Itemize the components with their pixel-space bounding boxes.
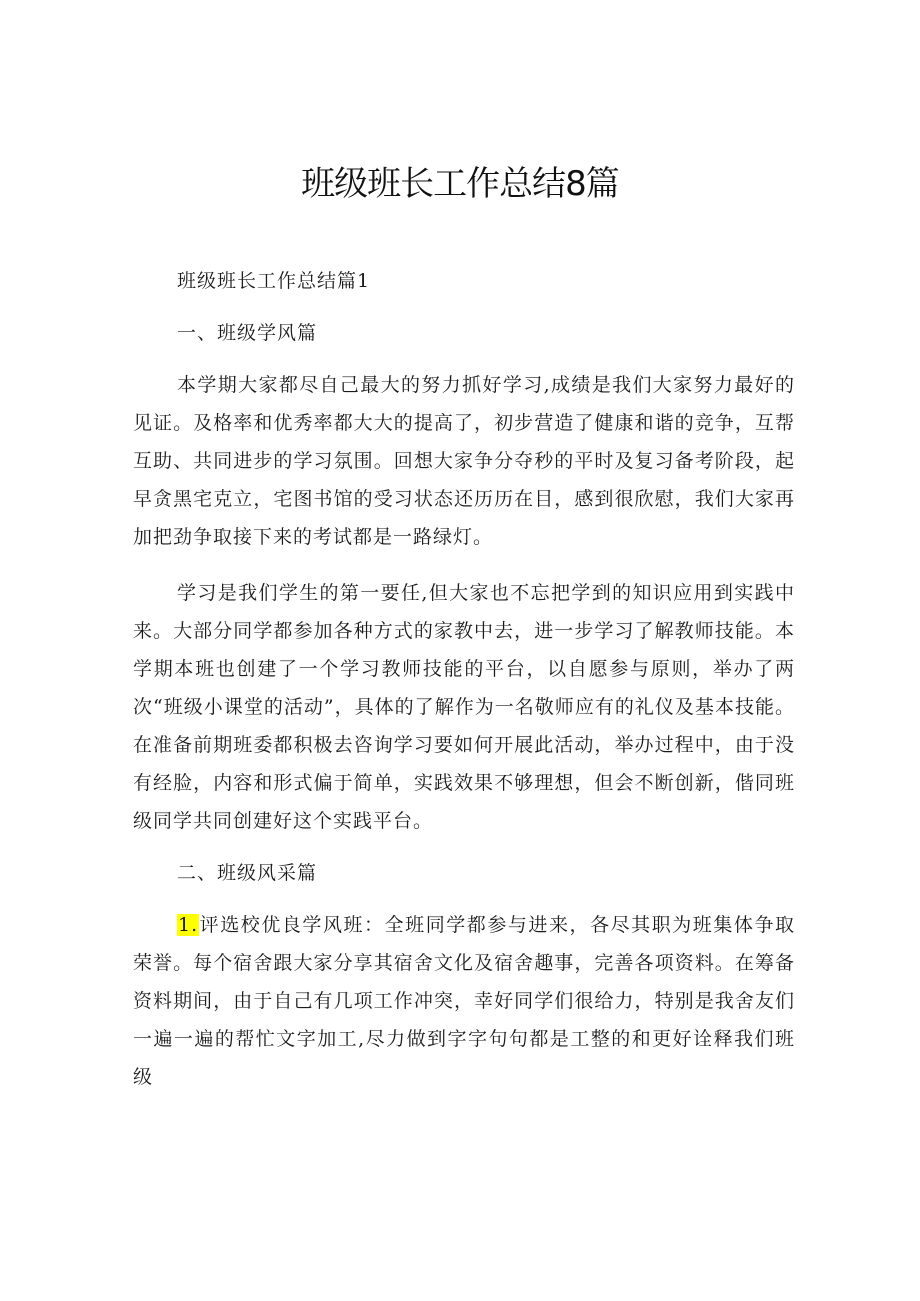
article-subtitle: 班级班长工作总结篇1 (177, 270, 371, 292)
list-item-text: 评选校优良学风班：全班同学都参与进来，各尽其职为班集体争取荣誉。每个宿舍跟大家分享其宿舍文化及宿舍趣事，完善各项资料。在筹备资料期间，由于自己有几项工作冲突，幸好同学们很给力，特别是我舍友们一遍一遍的帮忙文字加工,尽力做到字字句句都是工整的和更好诠释我们班级 (133, 914, 795, 1088)
section-heading-study: 一、班级学风篇 (177, 322, 318, 344)
document-body (133, 262, 795, 1096)
section-heading-style: 二、班级风采篇 (177, 862, 318, 884)
list-item-excellent-class (133, 906, 795, 1096)
highlighted-item-number: 1. (178, 914, 199, 936)
document-title: 班级班长工作总结8篇 (301, 164, 619, 204)
paragraph-practice: 学习是我们学生的第一要任,但大家也不忘把学到的知识应用到实践中来。大部分同学都参加各种方式的家教中去，进一步学习了解教师技能。本学期本班也创建了一个学习教师技能的平台，以自愿参与原则，举办了两次“班级小课堂的活动”，具体的了解作为一名敬师应有的礼仪及基本技能。在准备前期班委都积极去咨询学习要如何开展此活动，举办过程中，由于没有经脸，内容和形式偏于简单，实践效果不够理想，但会不断创新，偕同班级同学共同创建好这个实践平台。 (133, 582, 795, 832)
paragraph-study-results: 本学期大家都尽自己最大的努力抓好学习,成绩是我们大家努力最好的见证。及格率和优秀率都大大的提高了，初步营造了健康和谐的竞争，互帮互助、共同进步的学习氛围。回想大家争分夺秒的平时及复习备考阶段，起早贪黑宅克立，宅图书馆的受习状态还历历在目，感到很欣慰，我们大家再加把劲争取接下来的考试都是一路绿灯。 (133, 374, 795, 548)
